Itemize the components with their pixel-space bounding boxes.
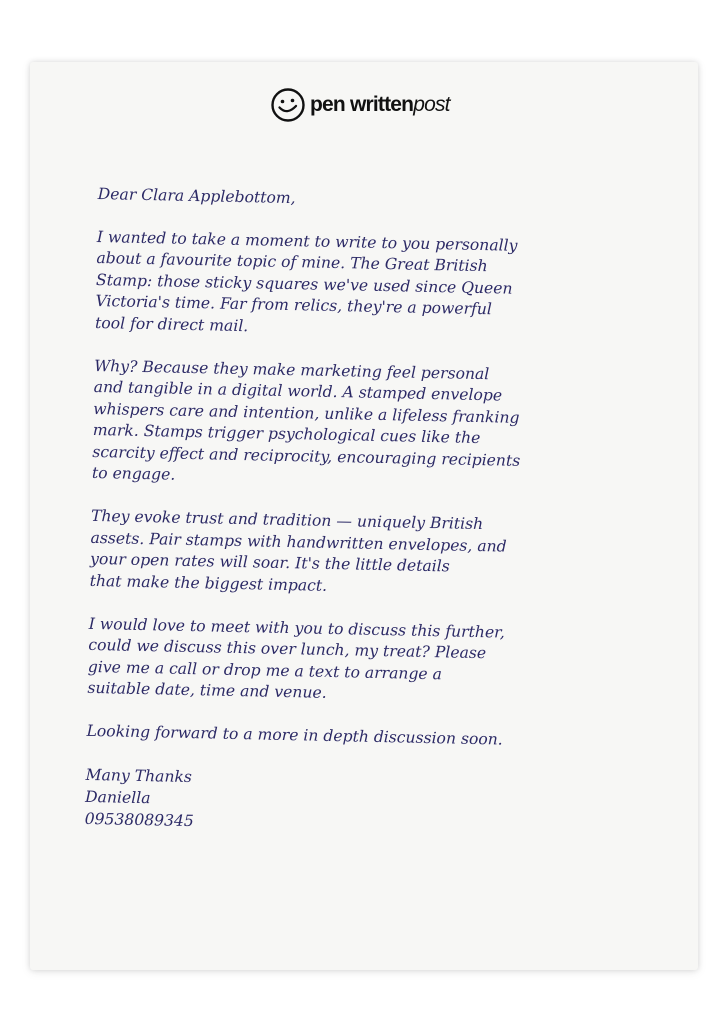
letter-greeting: Dear Clara Applebottom, (97, 184, 296, 208)
letter-line: Victoria's time. Far from relics, they're a powerful (95, 291, 493, 319)
letter-paragraph-1 (95, 226, 657, 345)
brand-name-light: post (413, 93, 450, 116)
smiley-face-icon (270, 87, 306, 123)
letter-line: mark. Stamps trigger psychological cues like the (92, 420, 481, 448)
letter-line: could we discuss this over lunch, my treat? Please (88, 635, 487, 663)
letter-signoff (84, 764, 645, 842)
letter-line: Why? Because they make marketing feel personal (94, 356, 490, 383)
letter-line: scarcity effect and reciprocity, encouraging recipients (92, 442, 521, 470)
signoff-phone: 09538089345 (84, 809, 195, 831)
letter-line: They evoke trust and tradition — uniquely British (90, 506, 484, 534)
signoff-name: Daniella (84, 787, 151, 808)
letter-line: Looking forward to a more in depth discussion soon. (86, 721, 503, 749)
letter-paragraph-4 (87, 613, 649, 711)
letter-sheet (30, 62, 698, 970)
letter-paragraph-5 (86, 721, 646, 754)
letter-line: give me a call or drop me a text to arrange a (87, 657, 443, 683)
brand-name-bold: pen written (310, 93, 414, 116)
letter-line: your open rates will soar. It's the little details (89, 549, 450, 576)
letter-line: tool for direct mail. (94, 313, 249, 335)
signoff-closing: Many Thanks (85, 765, 193, 787)
letter-line: suitable date, time and venue. (87, 678, 327, 702)
letter-line: to engage. (91, 463, 176, 484)
letter-line: I wanted to take a moment to write to you personally (96, 227, 518, 255)
brand-name (310, 93, 450, 117)
letter-line: and tangible in a digital world. A stamped envelope (93, 377, 503, 405)
letter-line: assets. Pair stamps with handwritten envelopes, and (90, 528, 507, 556)
letter-line: that make the biggest impact. (89, 571, 328, 595)
letter-line: I would love to meet with you to discuss this further, (88, 614, 506, 642)
brand-logo (270, 87, 450, 123)
letter-line: whispers care and intention, unlike a lifeless franking (93, 399, 520, 427)
letter-paragraph-2 (92, 355, 655, 496)
letter-paragraph-3 (89, 506, 651, 604)
letter-line: about a favourite topic of mine. The Great British (96, 248, 488, 276)
letter-line: Stamp: those sticky squares we've used since Queen (95, 270, 513, 298)
handwritten-letter (84, 184, 657, 842)
